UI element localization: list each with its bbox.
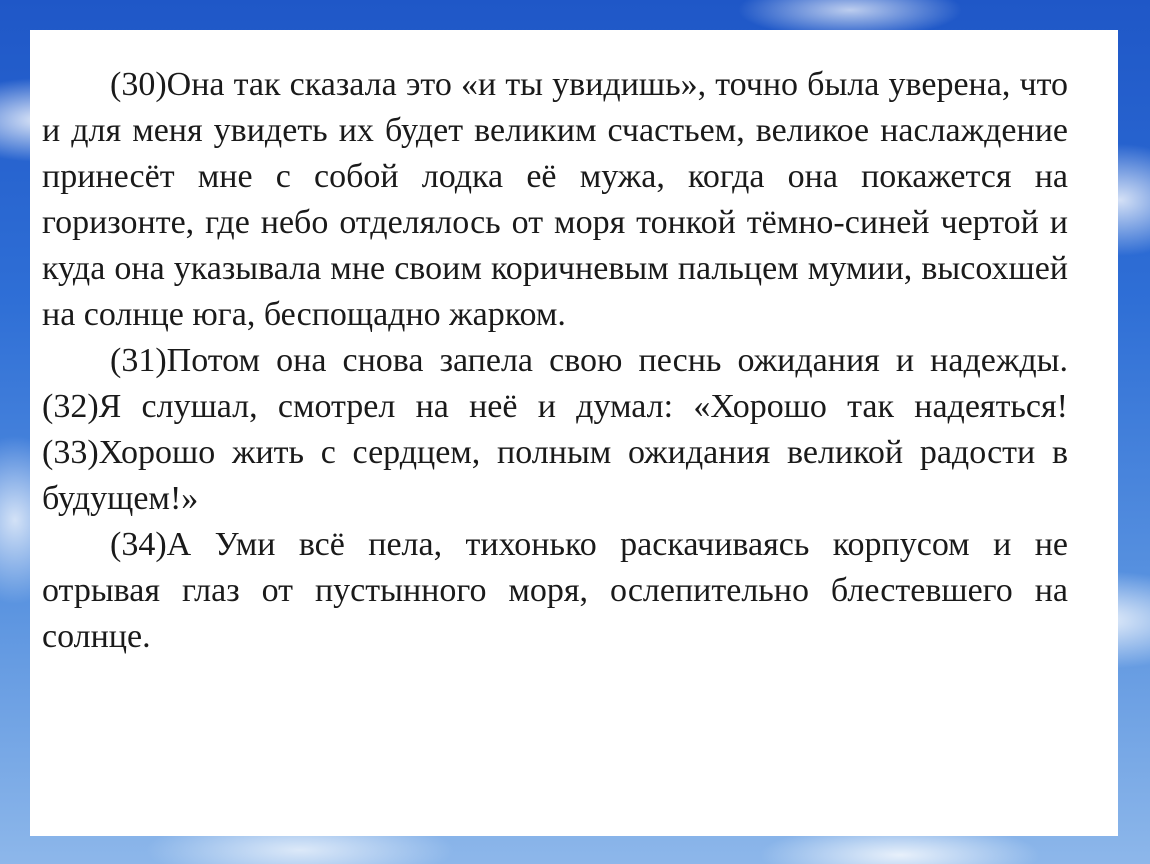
paragraph-30: (30)Она так сказала это «и ты увидишь», точно была уверена, что и для меня увидеть их будет великим счастьем, великое наслаждение принесёт мне с собой лодка её мужа, когда она покажется на горизонте, где небо отделялось от моря тонкой тёмно-синей чертой и куда она указывала мне своим коричневым пальцем мумии, высохшей на солнце юга, беспощадно жарком. [42, 66, 1068, 333]
paragraph-31-33: (31)Потом она снова запела свою песнь ожидания и надежды. (32)Я слушал, смотрел на неё и думал: «Хорошо так надеяться! (33)Хорошо жить с сердцем, полным ожидания великой радости в будущем!» [42, 342, 1068, 517]
text-panel [30, 30, 1118, 836]
paragraph-34: (34)А Уми всё пела, тихонько раскачиваясь корпусом и не отрывая глаз от пустынного моря, ослепительно блестевшего на солнце. [42, 526, 1068, 655]
